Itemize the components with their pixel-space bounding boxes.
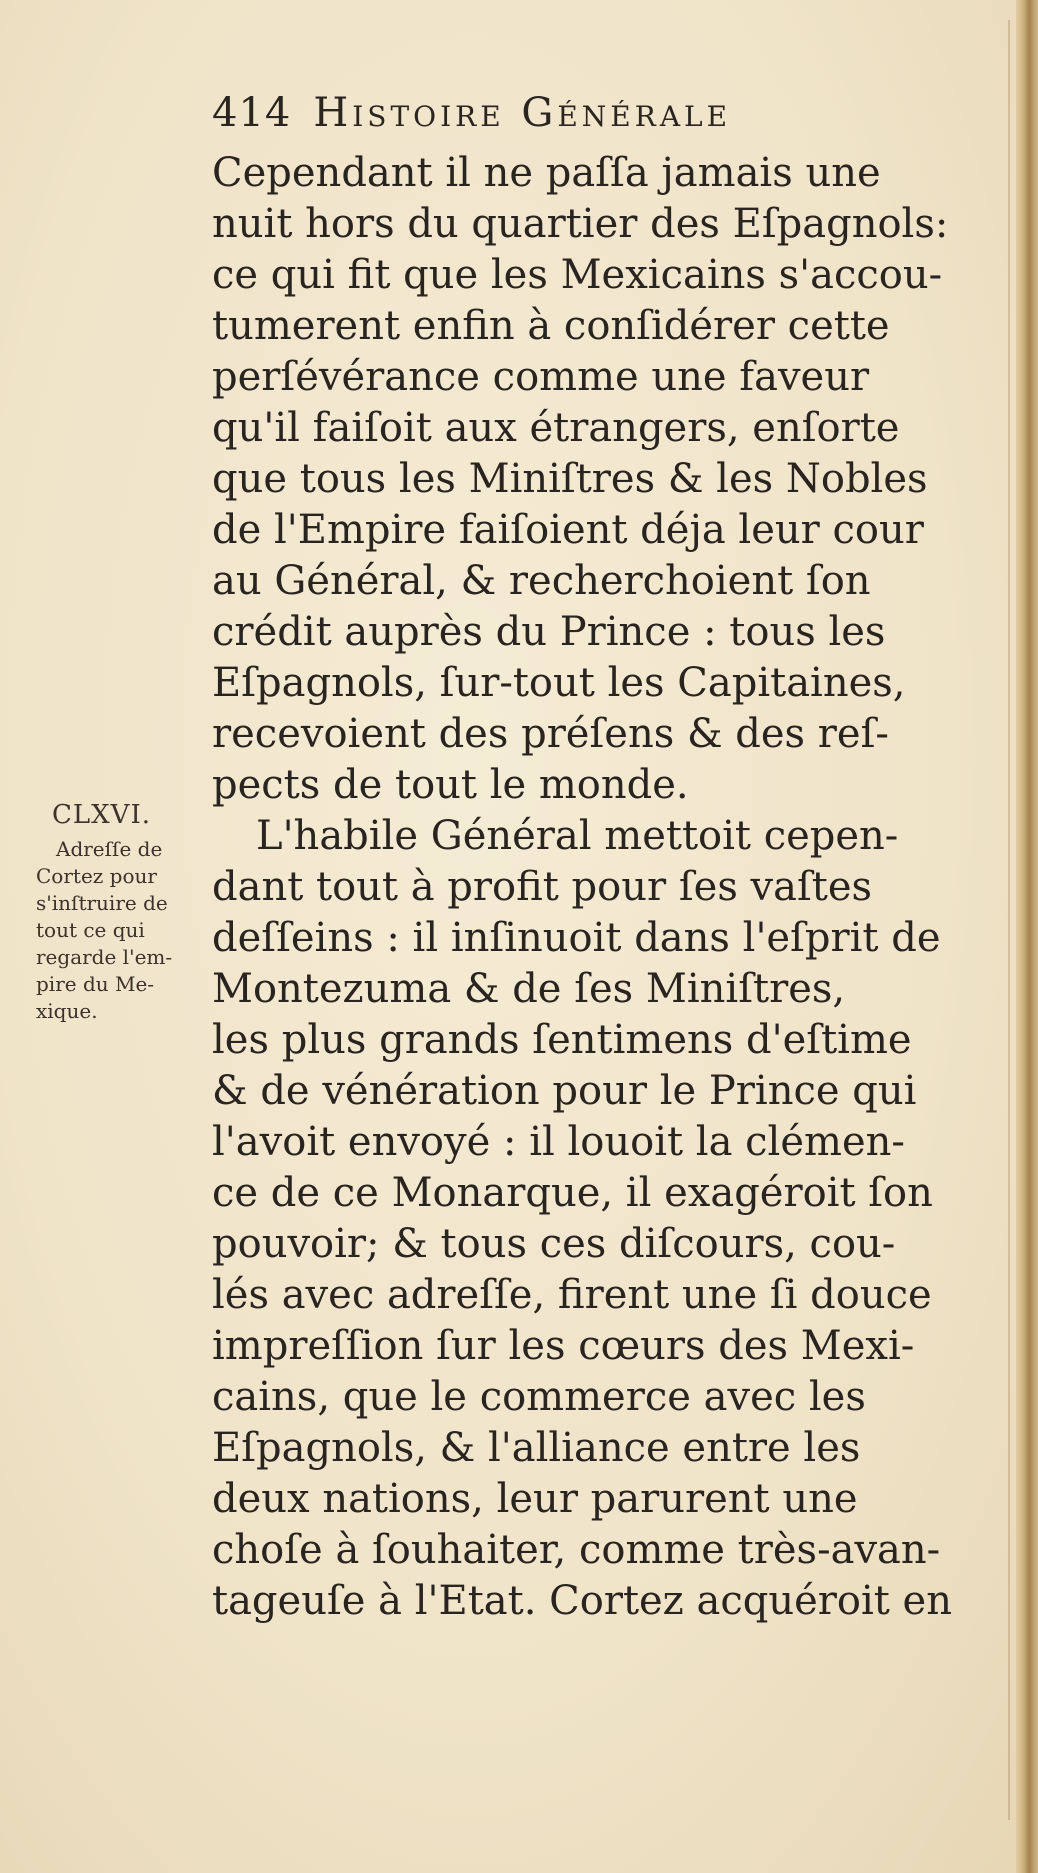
- text-line: choſe à ſouhaiter, comme très-avan-: [212, 1527, 941, 1573]
- text-line: lés avec adreſſe, firent une ſi douce: [212, 1272, 932, 1318]
- margin-note-line: Adreſſe de: [56, 837, 163, 861]
- text-line: Cependant il ne paſſa jamais une: [212, 150, 881, 196]
- text-line: nuit hors du quartier des Eſpagnols:: [212, 201, 949, 247]
- text-line: tageuſe à l'Etat. Cortez acquéroit en: [212, 1578, 952, 1624]
- page-fold-shadow: [1008, 20, 1010, 1820]
- text-line: Eſpagnols, ſur-tout les Capitaines,: [212, 660, 906, 706]
- text-line: dant tout à profit pour ſes vaſtes: [212, 864, 873, 910]
- text-line: Montezuma & de ſes Miniſtres,: [212, 966, 846, 1012]
- text-line: & de vénération pour le Prince qui: [212, 1068, 917, 1114]
- margin-note-line: tout ce qui: [36, 918, 145, 942]
- text-line: ce qui fit que les Mexicains s'accou-: [212, 252, 943, 298]
- text-line: que tous les Miniſtres & les Nobles: [212, 456, 928, 502]
- text-line: L'habile Général mettoit cepen-: [256, 813, 899, 859]
- text-line: deux nations, leur parurent une: [212, 1476, 858, 1522]
- margin-note-line: regarde l'em-: [36, 945, 173, 969]
- running-header: [212, 90, 912, 146]
- text-line: l'avoit envoyé : il louoit la clémen-: [212, 1119, 905, 1165]
- margin-note-line: pire du Me-: [36, 972, 155, 996]
- text-line: de l'Empire faiſoient déja leur cour: [212, 507, 924, 553]
- section-number: CLXVI.: [52, 800, 151, 830]
- text-line: au Général, & recherchoient ſon: [212, 558, 871, 604]
- running-title: Histoire Générale: [313, 90, 732, 136]
- text-line: pects de tout le monde.: [212, 762, 689, 808]
- body-text: [212, 148, 952, 1627]
- text-line: deſſeins : il inſinuoit dans l'eſprit de: [212, 915, 941, 961]
- text-line: recevoient des préſens & des reſ-: [212, 711, 889, 757]
- text-line: Eſpagnols, & l'alliance entre les: [212, 1425, 861, 1471]
- text-line: tumerent enfin à conſidérer cette: [212, 303, 890, 349]
- margin-note-line: Cortez pour: [36, 864, 157, 888]
- text-line: crédit auprès du Prince : tous les: [212, 609, 886, 655]
- text-line: ce de ce Monarque, il exagéroit ſon: [212, 1170, 933, 1216]
- text-line: impreſſion ſur les cœurs des Mexi-: [212, 1323, 915, 1369]
- page-number: 414: [212, 90, 292, 136]
- margin-note-line: s'inſtruire de: [36, 891, 168, 915]
- text-line: qu'il faiſoit aux étrangers, enſorte: [212, 405, 900, 451]
- text-line: perſévérance comme une faveur: [212, 354, 870, 400]
- text-line: les plus grands ſentimens d'eſtime: [212, 1017, 912, 1063]
- page-edge: [1016, 0, 1038, 1873]
- margin-note: [36, 798, 214, 1025]
- text-line: pouvoir; & tous ces diſcours, cou-: [212, 1221, 896, 1267]
- text-line: cains, que le commerce avec les: [212, 1374, 866, 1420]
- margin-note-line: xique.: [36, 999, 98, 1023]
